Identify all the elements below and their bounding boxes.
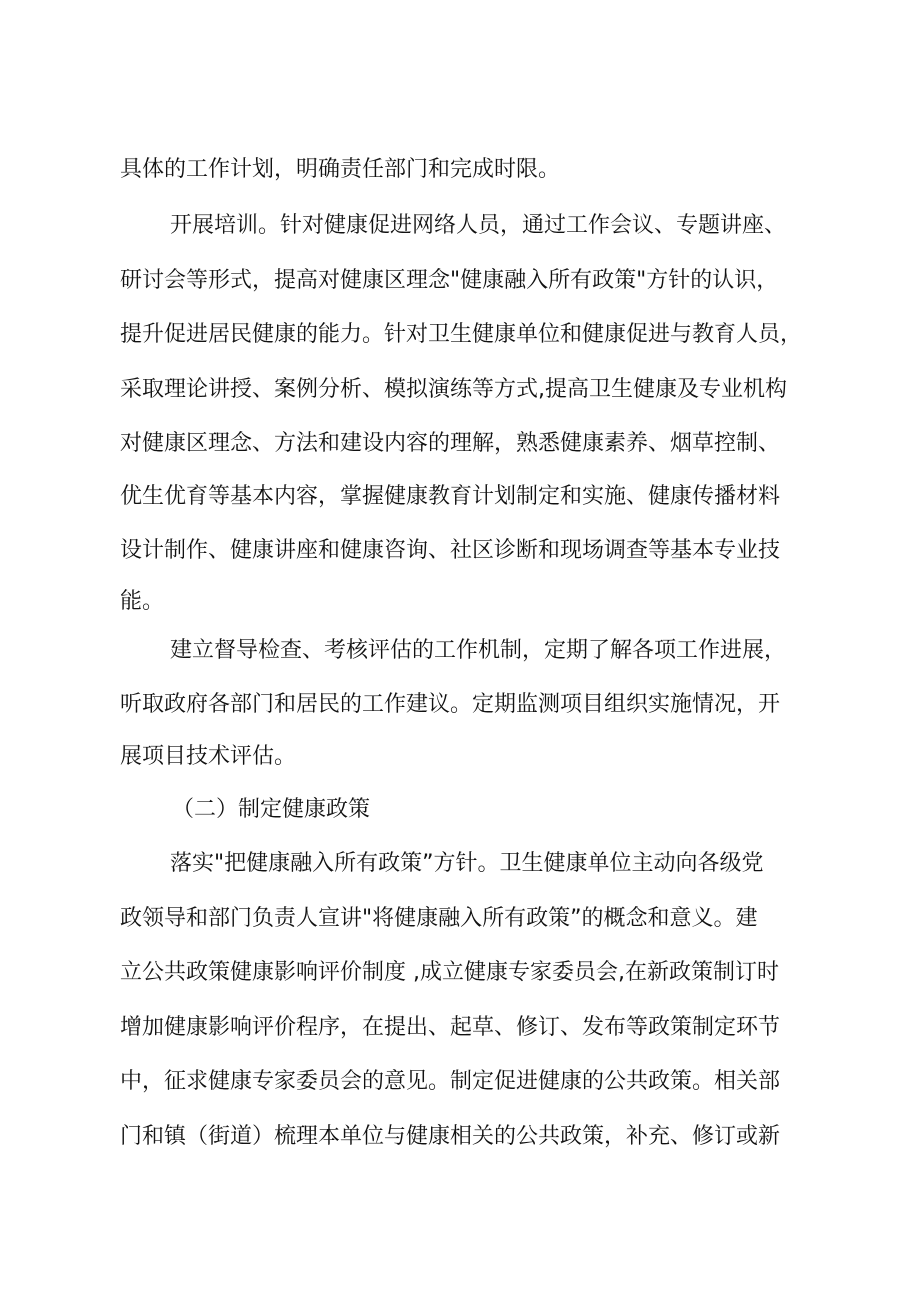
text-line: 展项目技术评估。 <box>120 744 297 769</box>
text-line: 听取政府各部门和居民的工作建议。定期监测项目组织实施情况，开 <box>120 692 781 717</box>
section-heading: （二）制定健康政策 <box>172 797 371 822</box>
text-line: 门和镇（街道）梳理本单位与健康相关的公共政策，补充、修订或新 <box>120 1124 781 1149</box>
text-line: 立公共政策健康影响评价制度 ,成立健康专家委员会,在新政策制订时 <box>120 960 779 985</box>
text-line: 采取理论讲授、案例分析、模拟演练等方式,提高卫生健康及专业机构 <box>120 377 787 402</box>
text-line: 增加健康影响评价程序，在提出、起草、修订、发布等政策制定环节 <box>120 1015 781 1040</box>
text-line: 设计制作、健康讲座和健康咨询、社区诊断和现场调查等基本专业技 <box>120 538 781 563</box>
text-line: 研讨会等形式，提高对健康区理念"健康融入所有政策"方针的认识， <box>120 268 779 293</box>
text-line: 对健康区理念、方法和建设内容的理解，熟悉健康素养、烟草控制、 <box>120 431 781 456</box>
paragraph-first-line: 落实"把健康融入所有政策”方针。卫生健康单位主动向各级党 <box>170 851 764 876</box>
text-line: 具体的工作计划，明确责任部门和完成时限。 <box>120 157 561 182</box>
text-line: 政领导和部门负责人宣讲"将健康融入所有政策”的概念和意义。建 <box>120 906 758 931</box>
paragraph-first-line: 开展培训。针对健康促进网络人员，通过工作会议、专题讲座、 <box>170 213 787 238</box>
paragraph-first-line: 建立督导检查、考核评估的工作机制，定期了解各项工作进展， <box>170 638 787 663</box>
text-line: 优生优育等基本内容，掌握健康教育计划制定和实施、健康传播材料 <box>120 484 781 509</box>
text-line: 中，征求健康专家委员会的意见。制定促进健康的公共政策。相关部 <box>120 1069 781 1094</box>
text-line: 能。 <box>120 589 165 614</box>
text-line: 提升促进居民健康的能力。针对卫生健康单位和健康促进与教育人员， <box>120 322 803 347</box>
